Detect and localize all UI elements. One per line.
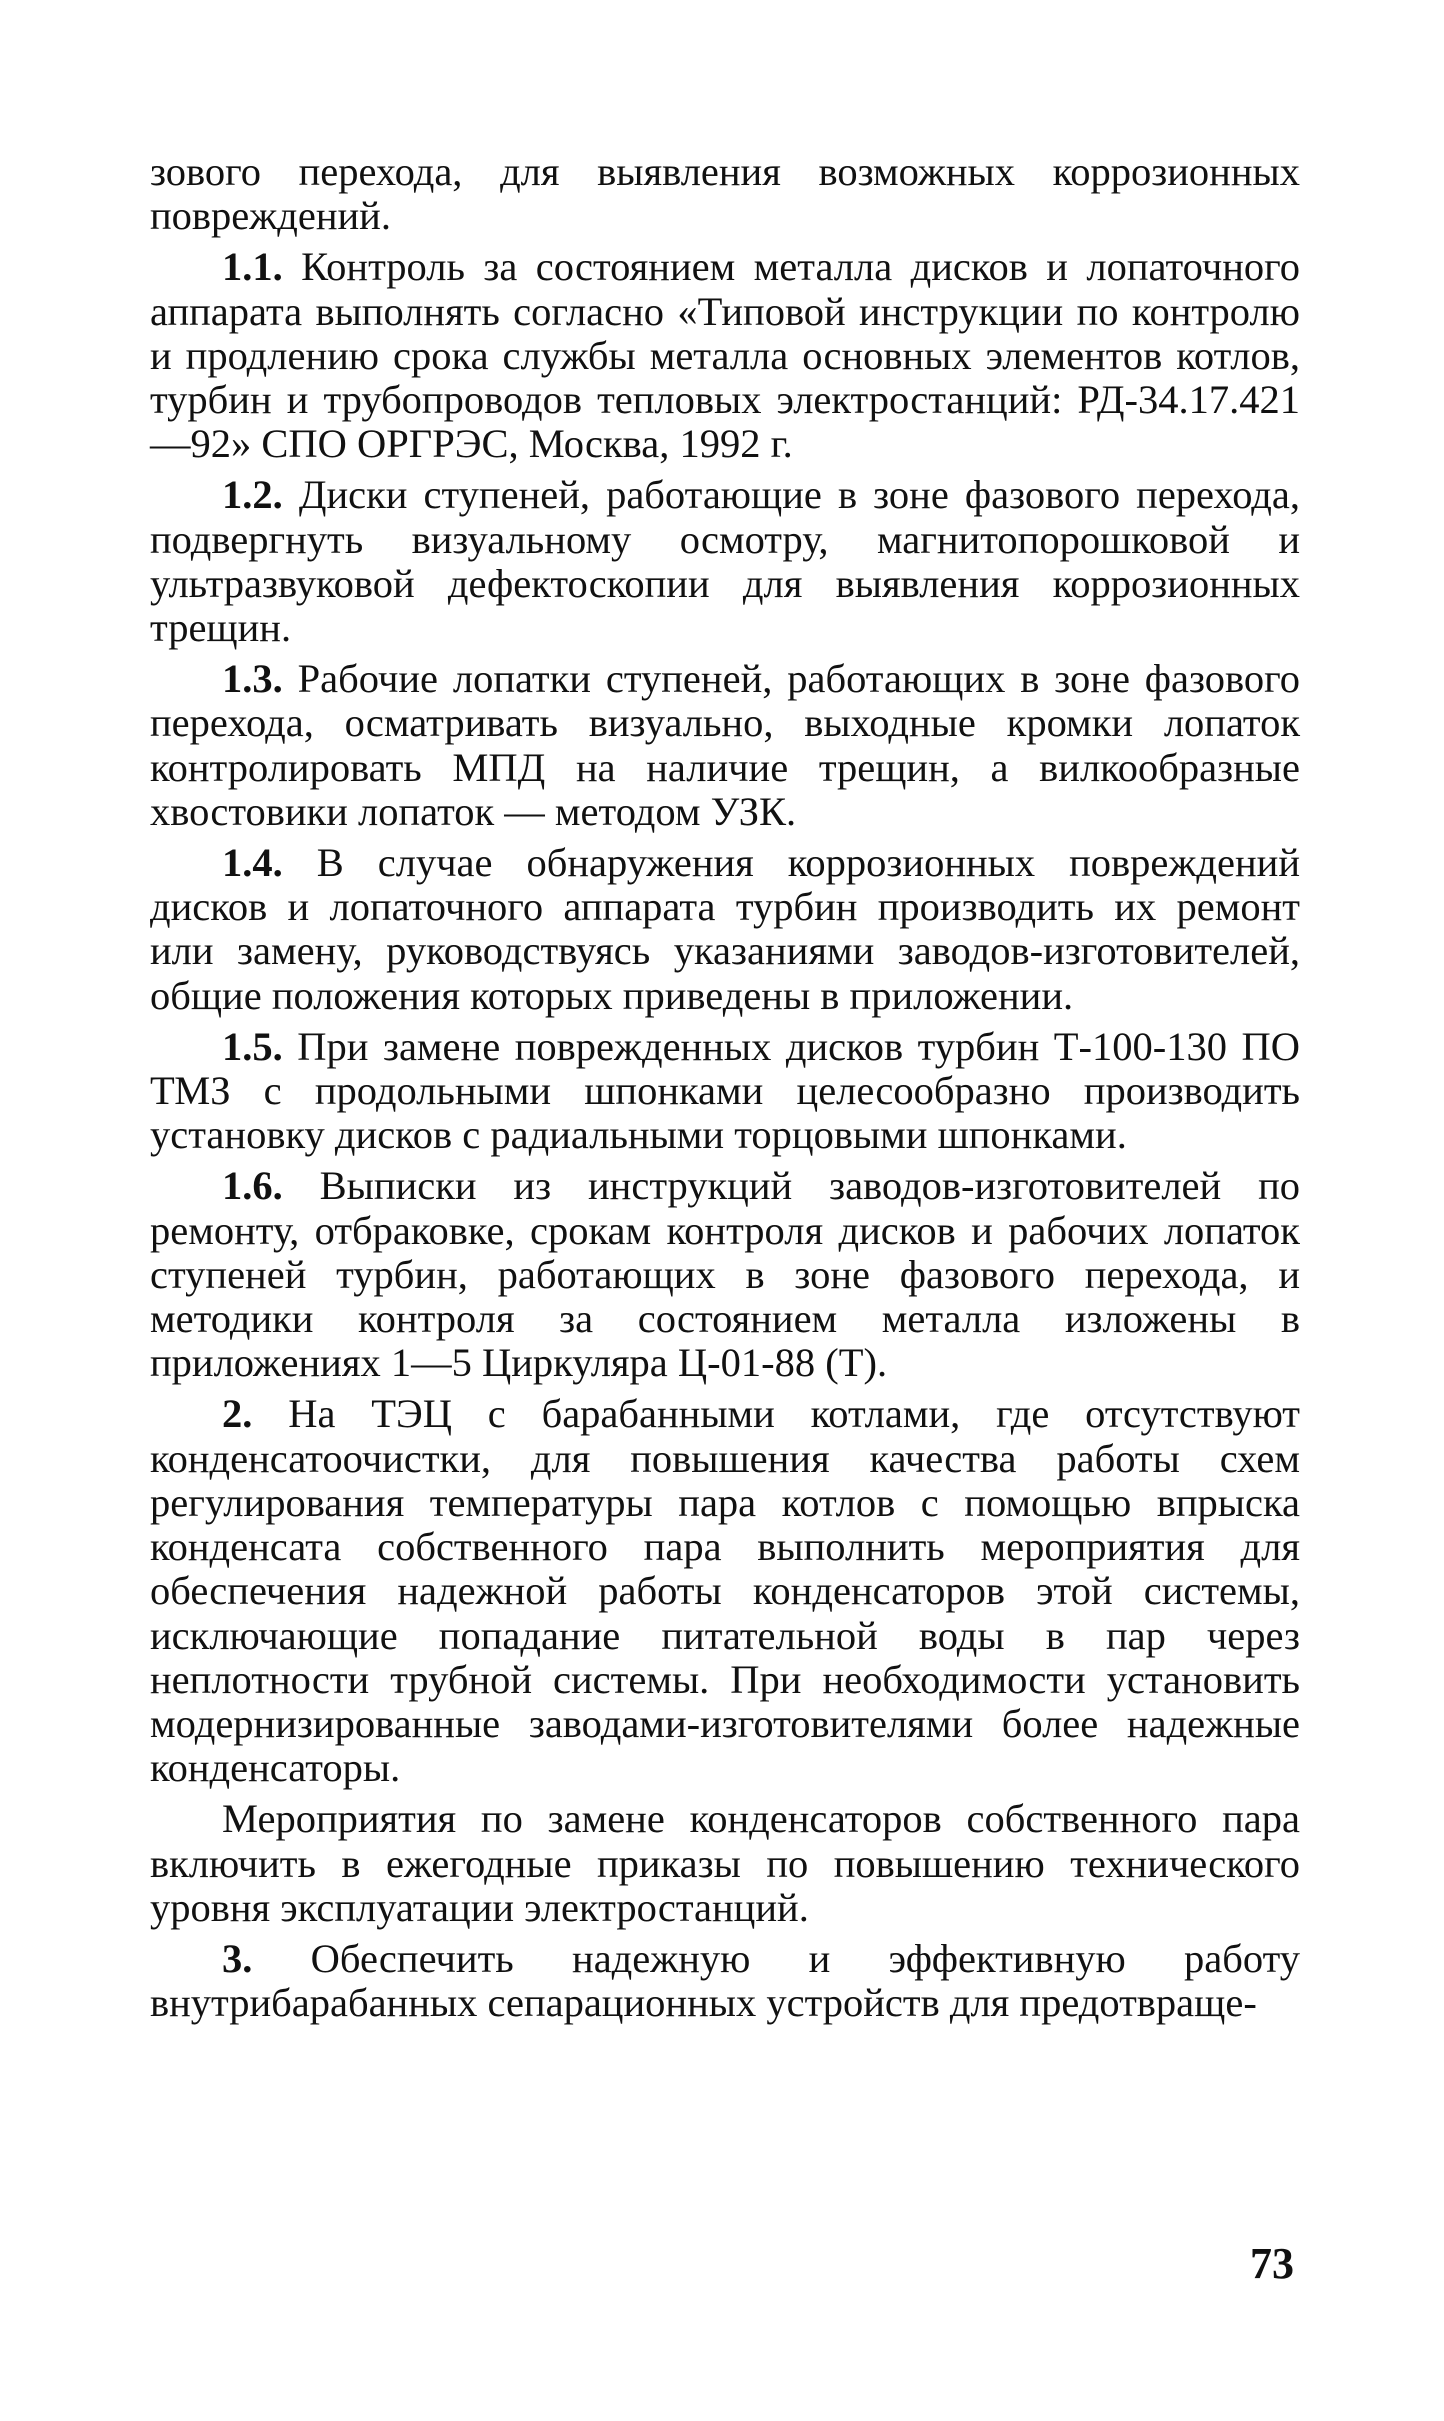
paragraph-text: Мероприятия по замене конденсаторов собственного пара включить в ежегодные приказы по повышению технического уровня эксплуатации электростанций. [150, 1796, 1300, 1930]
clause-number: 3. [222, 1935, 253, 1981]
paragraph-0 [150, 150, 1300, 238]
paragraph-text: Рабочие лопатки ступеней, работающих в зоне фазового перехода, осматривать визуально, выходные кромки лопаток контролировать МПД на наличие трещин, а вилкообразные хвостовики лопаток — методом УЗК. [150, 656, 1300, 834]
clause-number: 1.2. [222, 472, 283, 518]
paragraph-text: Контроль за состоянием металла дисков и лопаточного аппарата выполнять согласно «Типовой инструкции по контролю и продлению срока службы металла основных элементов котлов, турбин и трубопроводов тепловых электростанций: РД-34.17.421—92» СПО ОРГРЭС, Москва, 1992 г. [150, 244, 1300, 467]
clause-number: 1.4. [222, 840, 283, 886]
paragraph-2 [150, 1392, 1300, 1790]
paragraph-text: Выписки из инструкций заводов-изготовителей по ремонту, отбраковке, срокам контроля дисков и рабочих лопаток ступеней турбин, работающих в зоне фазового перехода, и методики контроля за состоянием металла изложены в приложениях 1—5 Циркуляра Ц-01-88 (Т). [150, 1163, 1300, 1386]
paragraph-1-2 [150, 473, 1300, 650]
clause-number: 2. [222, 1391, 253, 1437]
paragraph-1-5 [150, 1025, 1300, 1158]
paragraph-text: На ТЭЦ с барабанными котлами, где отсутствуют конденсатоочистки, для повышения качества работы схем регулирования температуры пара котлов с помощью впрыска конденсата собственного пара выполнить мероприятия для обеспечения надежной работы конденсаторов этой системы, исключающие попадание питательной воды в пар через неплотности трубной системы. При необходимости установить модернизированные заводами-изготовителями более надежные конденсаторы. [150, 1391, 1300, 1791]
clause-number: 1.5. [222, 1023, 283, 1069]
paragraph-text: При замене поврежденных дисков турбин Т-100-130 ПО ТМЗ с продольными шпонками целесообразно производить установку дисков с радиальными торцовыми шпонками. [150, 1023, 1300, 1158]
clause-number: 1.1. [222, 244, 283, 290]
paragraph-1-3 [150, 657, 1300, 834]
paragraph-0-text: зового перехода, для выявления возможных коррозионных повреждений. [150, 149, 1300, 239]
clause-number: 1.3. [222, 656, 283, 702]
page-body [150, 150, 1300, 2025]
paragraph-1-1 [150, 245, 1300, 466]
paragraph-2-note [150, 1797, 1300, 1930]
paragraph-1-6 [150, 1164, 1300, 1385]
page-number: 73 [1250, 2239, 1294, 2288]
paragraph-text: Диски ступеней, работающие в зоне фазового перехода, подвергнуть визуальному осмотру, магнитопорошковой и ультразвуковой дефектоскопии для выявления коррозионных трещин. [150, 472, 1300, 651]
paragraph-text: Обеспечить надежную и эффективную работу внутрибарабанных сепарационных устройств для предотвраще- [150, 1935, 1300, 2026]
paragraph-text: В случае обнаружения коррозионных повреждений дисков и лопаточного аппарата турбин производить их ремонт или замену, руководствуясь указаниями заводов-изготовителей, общие положения которых приведены в приложении. [150, 840, 1300, 1018]
paragraph-1-4 [150, 841, 1300, 1018]
paragraph-3 [150, 1937, 1300, 2025]
clause-number: 1.6. [222, 1163, 283, 1209]
